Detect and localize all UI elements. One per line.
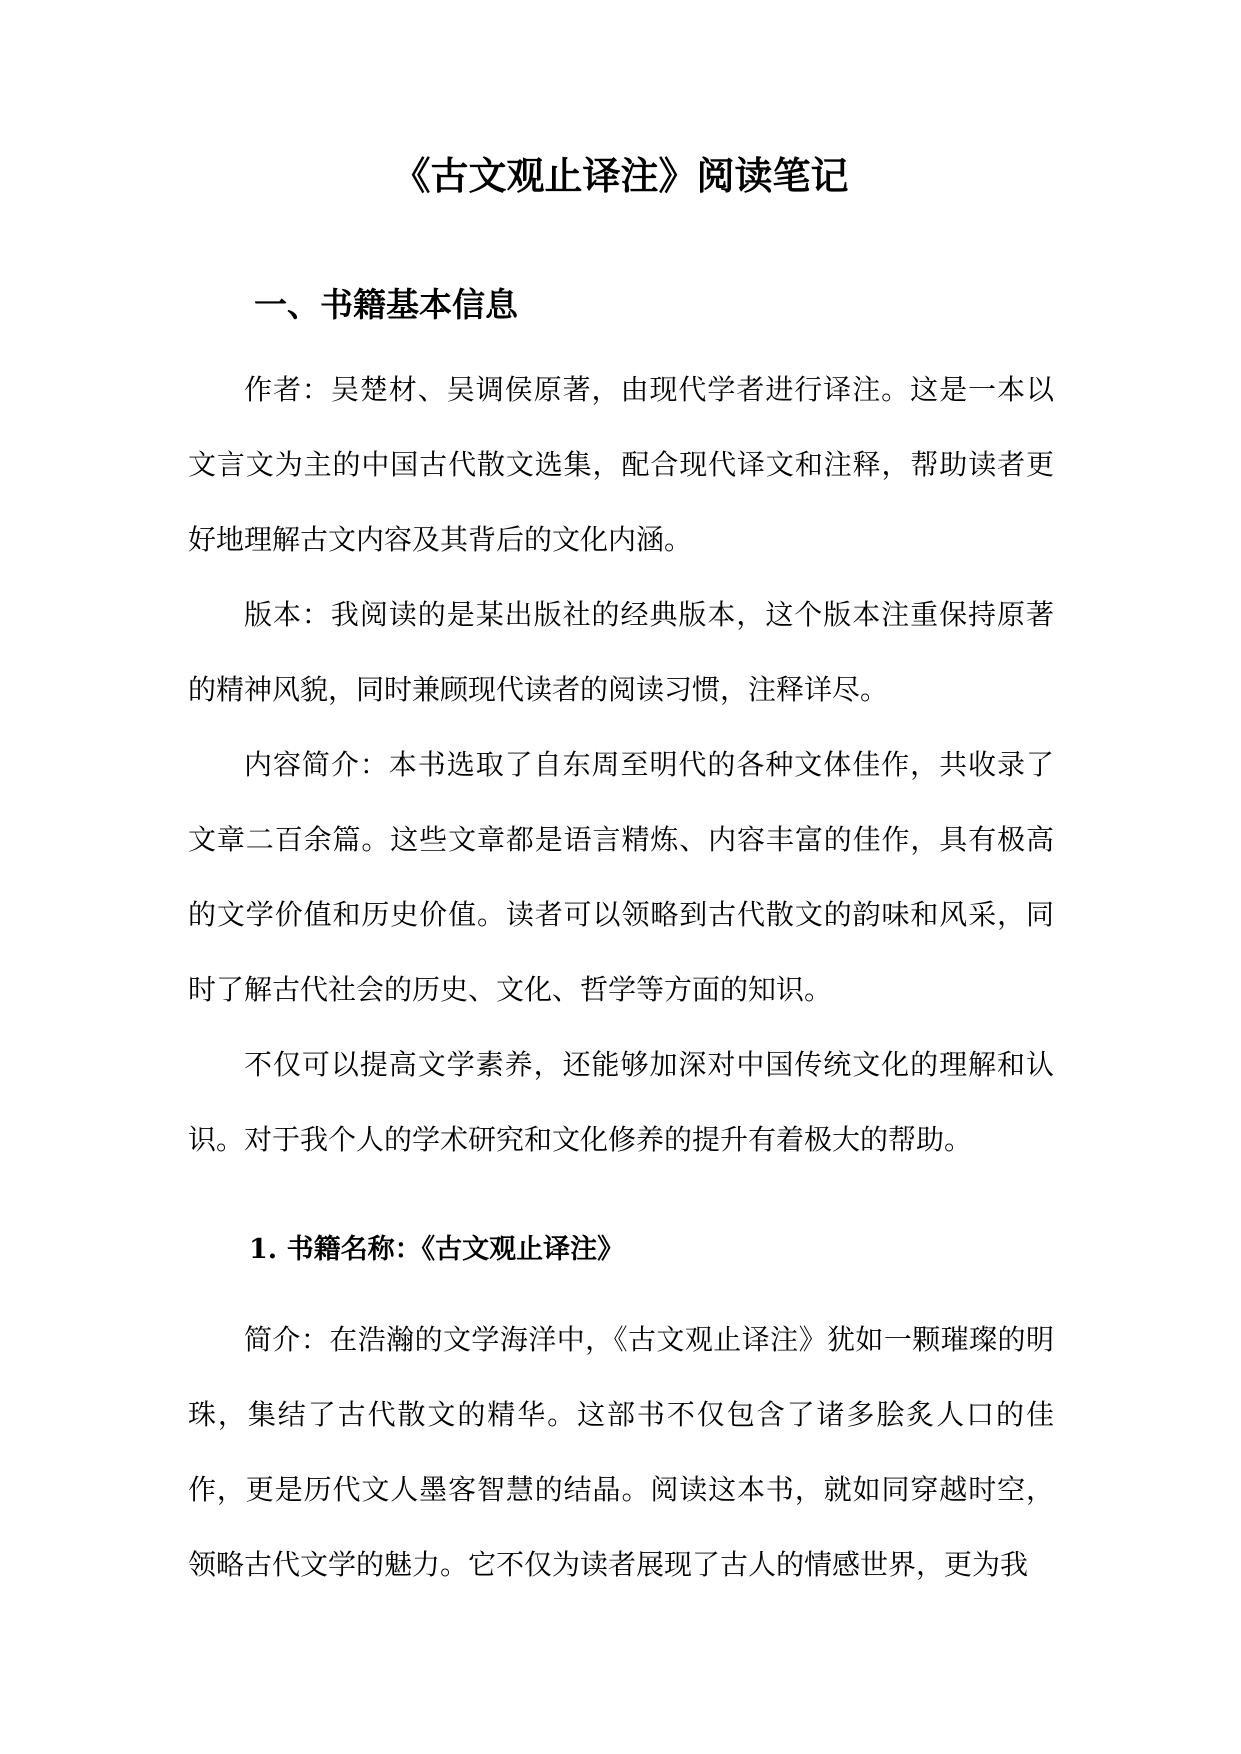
- subsection-heading-book-name: 1. 书籍名称：《古文观止译注》: [249, 1234, 625, 1265]
- paragraph-author: 作者：吴楚材、吴调侯原著，由现代学者进行译注。这是一本以文言文为主的中国古代散文选集，配合现代译文和注释，帮助读者更好地理解古文内容及其背后的文化内涵。: [188, 373, 1054, 556]
- paragraph-summary: 内容简介：本书选取了自东周至明代的各种文体佳作，共收录了文章二百余篇。这些文章都是语言精炼、内容丰富的佳作，具有极高的文学价值和历史价值。读者可以领略到古代散文的韵味和风采，同时了解古代社会的历史、文化、哲学等方面的知识。: [188, 748, 1054, 1006]
- document-title: 《古文观止译注》阅读笔记: [392, 153, 849, 198]
- paragraph-value: 不仅可以提高文学素养，还能够加深对中国传统文化的理解和认识。对于我个人的学术研究和文化修养的提升有着极大的帮助。: [188, 1048, 1054, 1156]
- paragraph-edition: 版本：我阅读的是某出版社的经典版本，这个版本注重保持原著的精神风貌，同时兼顾现代读者的阅读习惯，注释详尽。: [188, 598, 1054, 706]
- paragraph-introduction: 简介：在浩瀚的文学海洋中，《古文观止译注》犹如一颗璀璨的明珠，集结了古代散文的精华。这部书不仅包含了诸多脍炙人口的佳作，更是历代文人墨客智慧的结晶。阅读这本书，就如同穿越时空，领略古代文学的魅力。它不仅为读者展现了古人的情感世界，更为我: [188, 1323, 1054, 1581]
- section-heading-book-info: 一、书籍基本信息: [254, 285, 518, 324]
